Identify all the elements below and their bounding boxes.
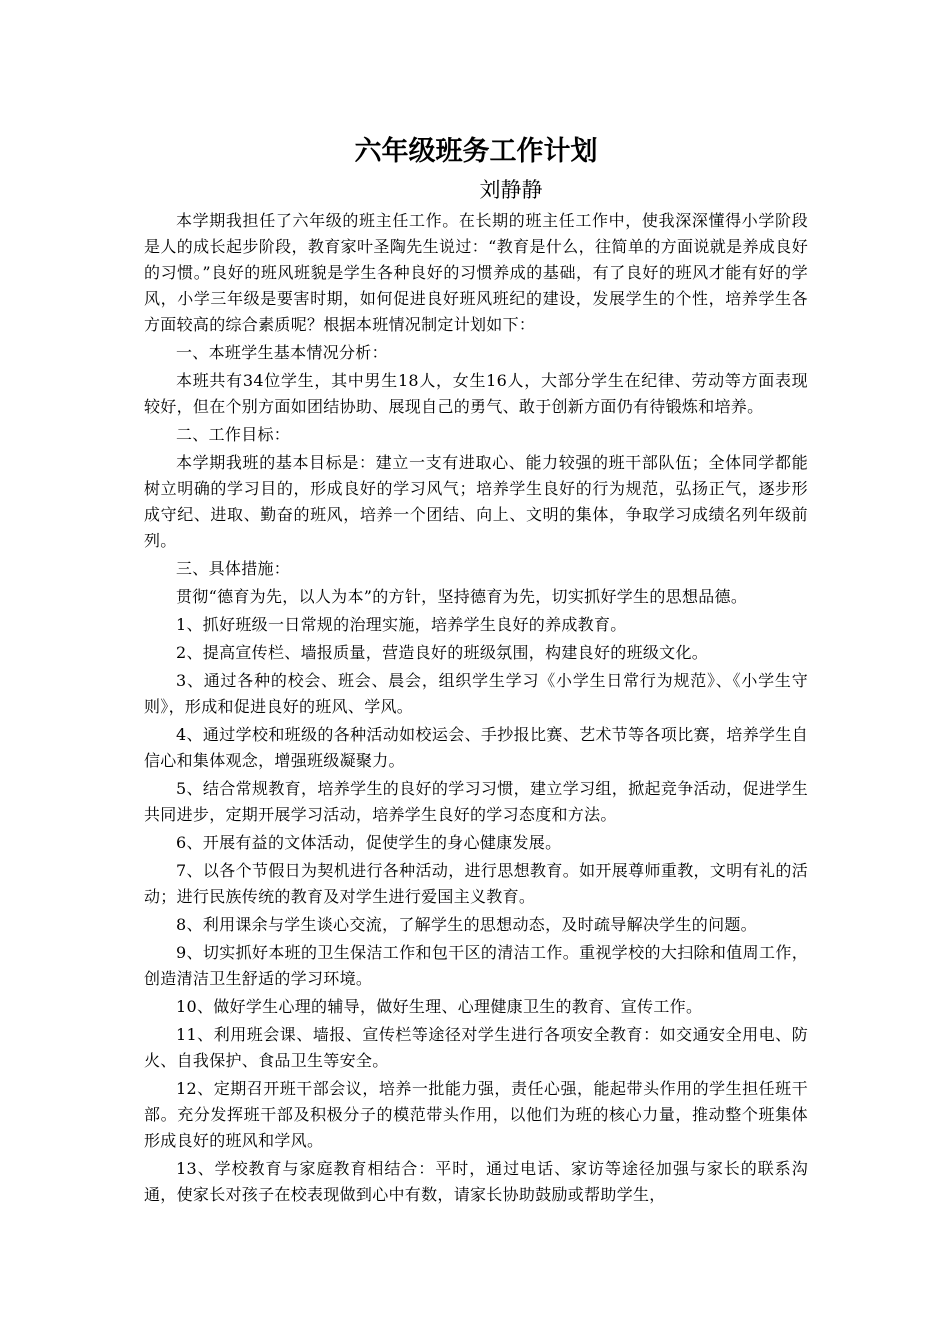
measure-item-13: 13、学校教育与家庭教育相结合：平时，通过电话、家访等途径加强与家长的联系沟通，使家长对孩子在校表现做到心中有数，请家长协助鼓励或帮助学生， (144, 1159, 808, 1204)
paragraph-goals: 本学期我班的基本目标是：建立一支有进取心、能力较强的班干部队伍；全体同学都能树立明确的学习目的，形成良好的学习风气；培养学生良好的行为规范，弘扬正气，逐步形成守纪、进取、勤奋的班风，培养一个团结、向上、文明的集体，争取学习成绩名列年级前列。 (144, 453, 808, 550)
document-author: 刘静静 (479, 178, 543, 202)
measure-item-6: 6、开展有益的文体活动，促使学生的身心健康发展。 (176, 833, 562, 852)
measure-item-5: 5、结合常规教育，培养学生的良好的学习习惯，建立学习组，掀起竞争活动，促进学生共同进步，定期开展学习活动，培养学生良好的学习态度和方法。 (144, 779, 808, 824)
measure-item-7: 7、以各个节假日为契机进行各种活动，进行思想教育。如开展尊师重教，文明有礼的活动；进行民族传统的教育及对学生进行爱国主义教育。 (144, 861, 808, 906)
measure-item-3: 3、通过各种的校会、班会、晨会，组织学生学习《小学生日常行为规范》、《小学生守则》，形成和促进良好的班风、学风。 (144, 671, 808, 716)
document-page (144, 128, 808, 1210)
paragraph-intro: 本学期我担任了六年级的班主任工作。在长期的班主任工作中，使我深深懂得小学阶段是人的成长起步阶段，教育家叶圣陶先生说过：“教育是什么，往简单的方面说就是养成良好的习惯。”良好的班风班貌是学生各种良好的习惯养成的基础，有了良好的班风才能有好的学风，小学三年级是要害时期，如何促进良好班风班纪的建设，发展学生的个性，培养学生各方面较高的综合素质呢？根据本班情况制定计划如下： (144, 211, 808, 334)
measure-item-12: 12、定期召开班干部会议，培养一批能力强，责任心强，能起带头作用的学生担任班干部。充分发挥班干部及积极分子的模范带头作用，以他们为班的核心力量，推动整个班集体形成良好的班风和学风。 (144, 1079, 808, 1150)
measure-item-2: 2、提高宣传栏、墙报质量，营造良好的班级氛围，构建良好的班级文化。 (176, 643, 709, 662)
heading-section-3: 三、具体措施： (176, 559, 291, 578)
heading-section-1: 一、本班学生基本情况分析： (176, 343, 388, 362)
measure-item-10: 10、做好学生心理的辅导，做好生理、心理健康卫生的教育、宣传工作。 (176, 997, 703, 1016)
measure-item-4: 4、通过学校和班级的各种活动如校运会、手抄报比赛、艺术节等各项比赛，培养学生自信心和集体观念，增强班级凝聚力。 (144, 725, 808, 770)
paragraph-policy: 贯彻“德育为先，以人为本”的方针，坚持德育为先，切实抓好学生的思想品德。 (176, 587, 748, 606)
measure-item-11: 11、利用班会课、墙报、宣传栏等途径对学生进行各项安全教育：如交通安全用电、防火、自我保护、食品卫生等安全。 (144, 1025, 808, 1070)
document-title: 六年级班务工作计划 (354, 136, 598, 167)
measure-item-1: 1、抓好班级一日常规的治理实施，培养学生良好的养成教育。 (176, 615, 627, 634)
paragraph-class-situation: 本班共有34位学生，其中男生18人，女生16人，大部分学生在纪律、劳动等方面表现较好，但在个别方面如团结协助、展现自己的勇气、敢于创新方面仍有待锻炼和培养。 (144, 371, 808, 416)
measure-item-9: 9、切实抓好本班的卫生保洁工作和包干区的清洁工作。重视学校的大扫除和值周工作，创造清洁卫生舒适的学习环境。 (144, 943, 808, 988)
heading-section-2: 二、工作目标： (176, 425, 291, 444)
measure-item-8: 8、利用课余与学生谈心交流，了解学生的思想动态，及时疏导解决学生的问题。 (176, 915, 757, 934)
document-body (144, 208, 808, 1208)
